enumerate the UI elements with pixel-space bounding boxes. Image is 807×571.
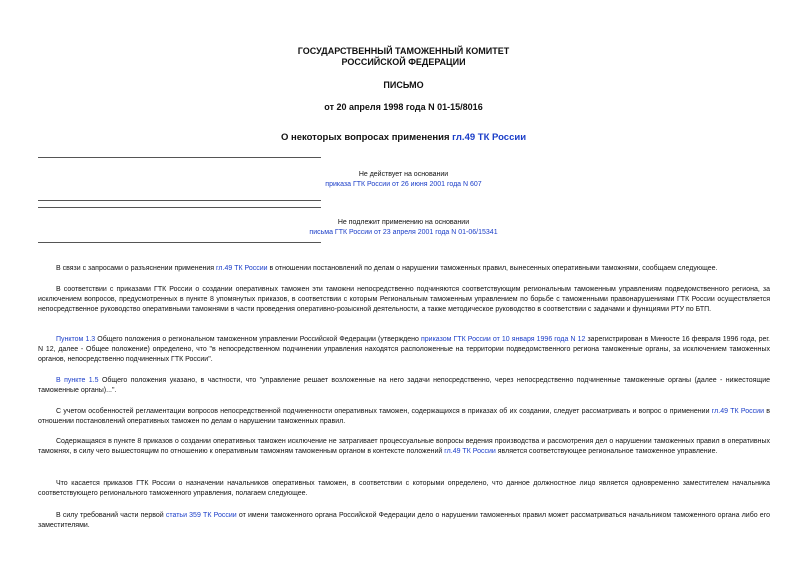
status-note-2 [0,218,807,238]
divider [38,200,321,201]
paragraph-1-text-b: в отношении постановлений по делам о нарушении таможенных правил, вынесенных оперативными таможнями, сообщаем следующее. [267,265,718,272]
status-note-2-link[interactable]: письма ГТК России от 23 апреля 2001 года N 01-06/15341 [309,229,498,236]
divider [38,242,321,243]
paragraph-2: В соответствии с приказами ГТК России о создании оперативных таможен эти таможни непосредственно подчиняются соответствующим региональным таможенным управлениям подведомственного региона, за исключением вопросов, предусмотренных в пункте 8 упомянутых приказов, в соответствии с которым Региональным таможенным управлением по борьбе с таможенными правонарушениями ГТК России осуществляется непосредственное руководство оперативными таможнями в части проведения оперативно-розыскной деятельности, а также методическое руководство в соответствии с задачами и функциями РТУ по БТП. [38,286,770,313]
paragraph-4 [38,376,770,396]
paragraph-8 [38,511,770,531]
paragraph-4-link[interactable]: В пункте 1.5 [56,377,99,384]
paragraph-6 [38,437,770,457]
paragraph-8-text-b: от имени таможенного органа Российской Федерации дело о нарушении таможенных правил может рассматриваться начальником таможенного органа либо его заместителями. [38,512,770,529]
paragraph-7: Что касается приказов ГТК России о назначении начальников оперативных таможен, в соответствии с которыми определено, что данное должностное лицо является одновременно заместителем начальника соответствующего регионального таможенного управления, полагаем следующее. [38,480,770,497]
divider [38,207,321,208]
title-prefix: О некоторых вопросах применения [280,132,453,143]
paragraph-5-link[interactable]: гл.49 ТК России [711,408,764,415]
header-federation: РОССИЙСКОЙ ФЕДЕРАЦИИ [341,57,466,67]
status-note-2-text: Не подлежит применению на основании [337,219,470,226]
paragraph-3 [38,335,770,365]
divider [38,157,321,158]
paragraph-3-link-1[interactable]: Пунктом 1.3 [56,336,96,343]
document-type: ПИСЬМО [383,80,424,90]
paragraph-6-text-a: Содержащаяся в пункте 8 приказов о создании оперативных таможен исключение не затрагивает процессуальные вопросы ведения производства и рассмотрения дел о нарушении таможенных правил в оперативных таможнях, в силу чего вышестоящим по отношению к оперативным таможням таможенным органом в контексте положений [38,438,770,455]
paragraph-8-text-a: В силу требований части первой [56,512,166,519]
paragraph-5-text-b: в отношении постановлений оперативных таможен по делам о нарушении таможенных правил. [38,408,770,425]
status-note-1-link[interactable]: приказа ГТК России от 26 июня 2001 года N 607 [325,181,482,188]
paragraph-1-text-a: В связи с запросами о разъяснении применения [56,265,217,272]
paragraph-3-text-a: Общего положения о региональном таможенном управлении Российской Федерации (утверждено [95,336,421,343]
paragraph-5-text-a: С учетом особенностей регламентации вопросов непосредственной подчиненности оперативных таможен, содержащихся в приказах об их создании, следует рассматривать и вопрос о применении [56,408,712,415]
paragraph-3-link-2[interactable]: приказом ГТК России от 10 января 1996 года N 12 [421,336,586,343]
header-committee: ГОСУДАРСТВЕННЫЙ ТАМОЖЕННЫЙ КОМИТЕТ [297,46,510,56]
paragraph-3-text-b: зарегистрирован в Минюсте 16 февраля 1996 года, рег. N 12, далее - Общее положение) определено, что "в непосредственном подчинении управления находятся расположенные на территории подведомственного региона таможенные органы, за исключением таможенных органов, непосредственно подчиненных ГТК России". [38,336,770,363]
paragraph-6-text-b: является соответствующее региональное таможенное управление. [495,448,718,455]
document-date-number: от 20 апреля 1998 года N 01-15/8016 [324,102,483,112]
status-note-1-text: Не действует на основании [358,171,449,178]
status-note-1 [0,170,807,190]
title-link-ch49[interactable]: гл.49 ТК России [452,132,527,143]
paragraph-8-link[interactable]: статьи 359 ТК России [165,512,237,519]
paragraph-4-text: Общего положения указано, в частности, что "управление решает возложенные на него задачи непосредственно, через непосредственно подчиненные таможенные органы (далее - нижестоящие таможенные органы)...". [38,377,770,394]
paragraph-6-link[interactable]: гл.49 ТК России [444,448,496,455]
document-title [0,132,807,143]
paragraph-1-link[interactable]: гл.49 ТК России [216,265,268,272]
paragraph-1 [38,264,770,274]
paragraph-5 [38,407,770,427]
